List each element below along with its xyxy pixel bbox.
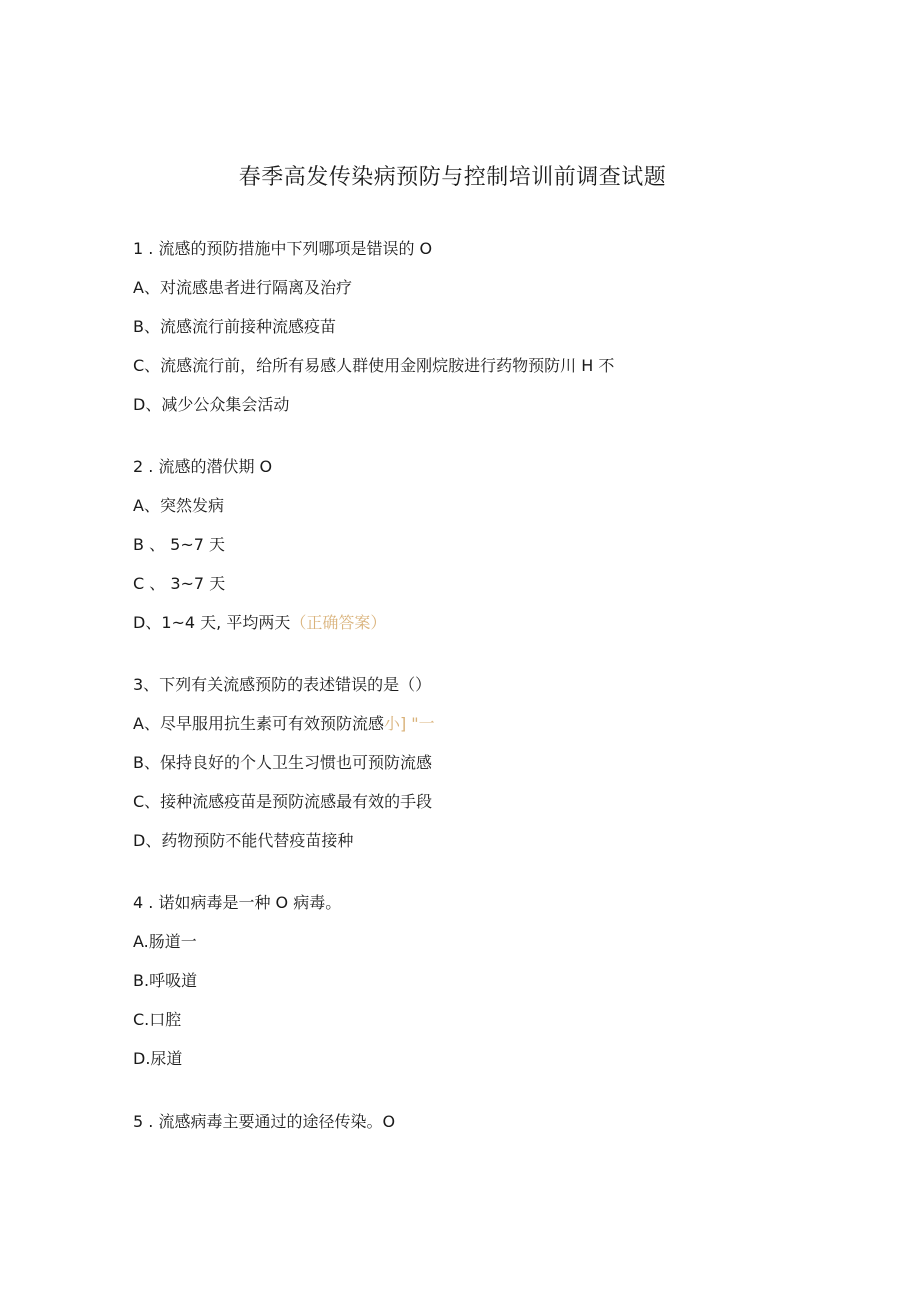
question-2-option-b: B 、 5~7 天 <box>133 535 226 554</box>
question-1-option-d: D、减少公众集会活动 <box>133 395 290 414</box>
question-4-option-c: C.口腔 <box>133 1010 182 1029</box>
question-1-option-a: A、对流感患者进行隔离及治疗 <box>133 278 352 297</box>
question-4-option-d: D.尿道 <box>133 1049 183 1068</box>
question-3-stem: 3、下列有关流感预防的表述错误的是（） <box>133 675 432 694</box>
question-1-option-c: C、流感流行前，给所有易感人群使用金刚烷胺进行药物预防川 H 不 <box>133 356 615 375</box>
question-3-option-c: C、接种流感疫苗是预防流感最有效的手段 <box>133 792 433 811</box>
question-1-stem: 1 . 流感的预防措施中下列哪项是错误的 O <box>133 239 433 258</box>
question-3-option-a <box>133 714 435 734</box>
question-4-stem: 4 . 诺如病毒是一种 O 病毒。 <box>133 893 342 912</box>
question-2-option-a: A、突然发病 <box>133 496 224 515</box>
page-title: 春季高发传染病预防与控制培训前调查试题 <box>238 165 667 190</box>
question-2-stem: 2 . 流感的潜伏期 O <box>133 457 273 476</box>
question-5-stem: 5 . 流感病毒主要通过的途径传染。O <box>133 1112 396 1131</box>
question-2-option-d <box>133 613 386 633</box>
question-3-option-b: B、保持良好的个人卫生习惯也可预防流感 <box>133 753 432 772</box>
question-1-option-b: B、流感流行前接种流感疫苗 <box>133 317 336 336</box>
answer-mark: 小] "一 <box>383 714 435 733</box>
question-4-option-a: A.肠道一 <box>133 932 197 951</box>
question-2-option-c: C 、 3~7 天 <box>133 574 226 593</box>
question-4-option-b: B.呼吸道 <box>133 971 198 990</box>
question-3-option-a-text: A、尽早服用抗生素可有效预防流感 <box>133 714 384 733</box>
correct-answer-mark: （正确答案） <box>290 613 387 632</box>
question-3-option-d: D、药物预防不能代替疫苗接种 <box>133 831 354 850</box>
question-2-option-d-text: D、1~4 天, 平均两天 <box>133 613 291 632</box>
